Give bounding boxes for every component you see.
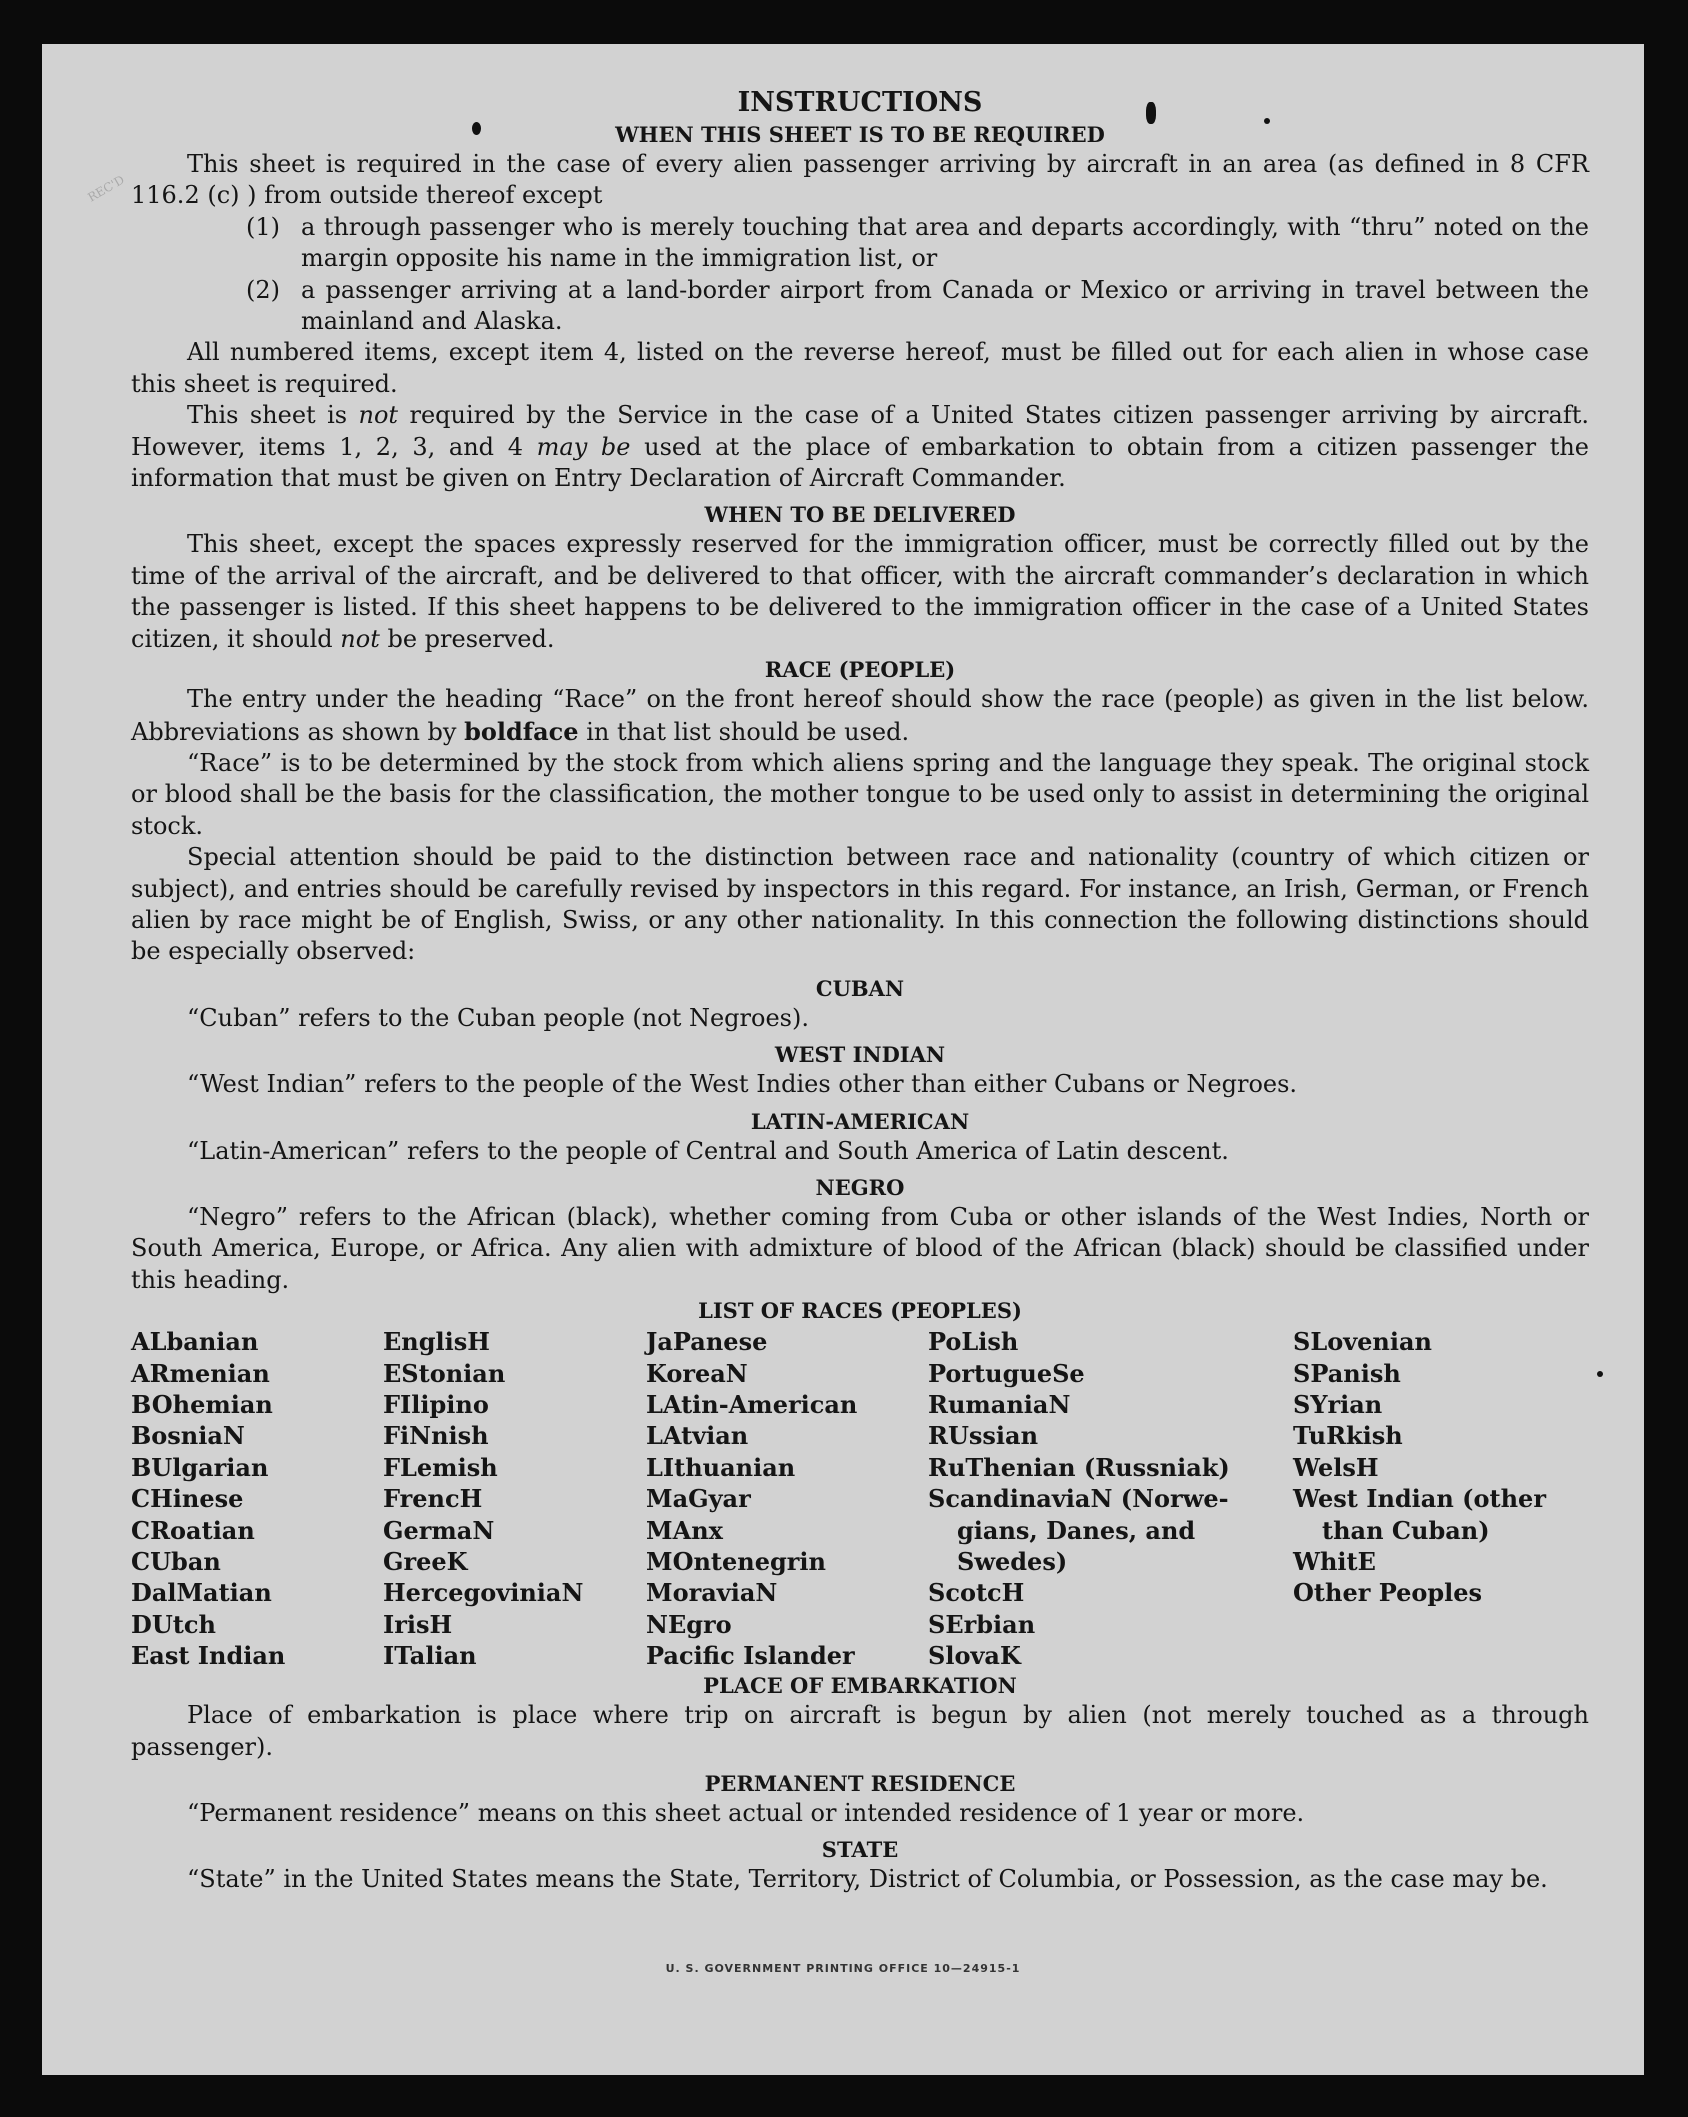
paragraph: This sheet is required in the case of every alien passenger arriving by aircraft in an area (as defined in 8 CFR 116.2 (c) ) from outside thereof except	[131, 150, 1589, 210]
race-item: SPanish	[1293, 1358, 1401, 1388]
race-item: MOntenegrin	[646, 1547, 826, 1577]
section-heading: CUBAN	[815, 975, 905, 1001]
section-heading: STATE	[821, 1837, 899, 1863]
race-item: NEgro	[646, 1609, 732, 1639]
race-item: PoLish	[928, 1327, 1019, 1357]
paragraph: All numbered items, except item 4, listed on the reverse hereof, must be filled out for each alien in whose case this sheet is required.	[131, 338, 1589, 398]
race-item: than Cuban)	[1322, 1515, 1490, 1545]
race-item: RumaniaN	[928, 1390, 1071, 1419]
section-heading: PERMANENT RESIDENCE	[704, 1771, 1016, 1796]
paragraph: “Cuban” refers to the Cuban people (not Negroes).	[187, 1003, 809, 1032]
race-item: WhitE	[1293, 1547, 1376, 1577]
race-item: BOhemian	[131, 1390, 273, 1419]
paragraph: “Permanent residence” means on this sheet actual or intended residence of 1 year or more.	[187, 1799, 1305, 1827]
race-item: BosniaN	[131, 1421, 245, 1451]
ink-speck	[1597, 1371, 1603, 1377]
race-item: FIlipino	[383, 1390, 489, 1419]
race-item: HercegoviniaN	[383, 1578, 584, 1608]
text-run: This sheet, except the spaces expressly reserved for the immigration officer, must be correctly filled out by the time of the arrival of the aircraft, and be delivered to that officer, with the aircraft commander’s declaration in which the passenger is listed. If this sheet happens to be delivered to the immigration officer in the case of a United States citizen, it should	[131, 530, 1589, 653]
race-item: KoreaN	[646, 1358, 748, 1388]
race-item: FiNnish	[383, 1421, 489, 1451]
text-run: be preserved.	[379, 624, 555, 653]
race-item: MoraviaN	[646, 1578, 778, 1608]
race-item: LAtin-American	[646, 1390, 858, 1419]
race-list	[131, 1326, 1589, 1671]
race-item: MaGyar	[646, 1484, 751, 1514]
section-heading: PLACE OF EMBARKATION	[703, 1673, 1017, 1699]
paragraph: “Negro” refers to the African (black), whether coming from Cuba or other islands of the West Indies, North or South America, Europe, or Africa. Any alien with admixture of blood of the African (black) should be classified under this heading.	[131, 1202, 1589, 1294]
bold-text: boldface	[464, 716, 579, 746]
race-item: Other Peoples	[1293, 1578, 1483, 1608]
emphasis-text: not	[358, 401, 399, 430]
paragraph: “Race” is to be determined by the stock from which aliens spring and the language they speak. The original stock or blood shall be the basis for the classification, the mother tongue to be used only to assist in determining the original stock.	[131, 748, 1589, 840]
race-item: GermaN	[383, 1515, 495, 1545]
race-item: DalMatian	[131, 1578, 272, 1608]
race-item: gians, Danes, and	[957, 1515, 1196, 1545]
race-item: MAnx	[646, 1515, 723, 1545]
race-item: FLemish	[383, 1452, 498, 1482]
race-item: GreeK	[383, 1547, 468, 1577]
emphasis-text: not	[340, 624, 380, 653]
text-run: required by the Service in the case of a United States citizen passenger arriving by aircraft. However, items 1, 2, 3, and 4	[131, 401, 1589, 461]
document-page	[42, 44, 1644, 2075]
section-heading: WEST INDIAN	[774, 1042, 946, 1068]
race-item: FrencH	[383, 1484, 483, 1514]
race-item: EStonian	[383, 1358, 506, 1388]
race-item: WelsH	[1293, 1452, 1379, 1482]
race-item: DUtch	[131, 1609, 216, 1639]
list-item-number: (1)	[246, 212, 280, 241]
paragraph: “Latin-American” refers to the people of Central and South America of Latin descent.	[187, 1136, 1229, 1165]
race-item: EnglisH	[383, 1327, 490, 1357]
instructions-body	[131, 86, 1589, 1896]
race-item: LAtvian	[646, 1421, 749, 1451]
text-run: used at the place of embarkation to obtain from a citizen passenger the information that must be given on Entry Declaration of Aircraft Commander.	[131, 432, 1589, 493]
list-item-number: (2)	[246, 275, 280, 304]
svg-text:REC'D: REC'D	[85, 172, 127, 205]
race-item: East Indian	[131, 1641, 286, 1671]
text-run: This sheet is	[187, 401, 359, 430]
paragraph: “West Indian” refers to the people of the West Indies other than either Cubans or Negroes.	[187, 1070, 1298, 1099]
paragraph	[131, 684, 1589, 748]
race-item: West Indian (other	[1293, 1484, 1546, 1514]
race-item: ALbanian	[131, 1327, 259, 1357]
race-item: ARmenian	[131, 1358, 270, 1388]
race-item: Pacific Islander	[646, 1641, 855, 1671]
printer-imprint: U. S. GOVERNMENT PRINTING OFFICE 10—24915-1	[665, 1962, 1021, 1975]
race-item: ITalian	[383, 1641, 477, 1671]
page-title: INSTRUCTIONS	[737, 87, 983, 118]
race-item: CRoatian	[131, 1515, 255, 1545]
race-item: CUban	[131, 1547, 221, 1577]
race-item: JaPanese	[646, 1327, 768, 1357]
race-item: TuRkish	[1293, 1421, 1403, 1451]
race-item: CHinese	[131, 1484, 244, 1514]
list-item	[131, 212, 1589, 275]
race-item: ScandinaviaN (Norwe-	[928, 1484, 1229, 1514]
section-heading: LATIN-AMERICAN	[750, 1108, 970, 1134]
emphasis-text: may be	[536, 432, 631, 461]
list-item-text: a through passenger who is merely touching that area and departs accordingly, with “thru” noted on the margin opposite his name in the immigration list, or	[301, 212, 1589, 273]
race-item: SlovaK	[928, 1641, 1021, 1671]
race-list-column	[131, 1326, 285, 1671]
section-heading: WHEN THIS SHEET IS TO BE REQUIRED	[615, 122, 1105, 147]
text-run: in that list should be used.	[578, 717, 910, 746]
section-heading: NEGRO	[815, 1174, 905, 1200]
list-item-text: a passenger arriving at a land-border airport from Canada or Mexico or arriving in travel between the mainland and Alaska.	[301, 275, 1589, 336]
race-item: BUlgarian	[131, 1452, 269, 1482]
paragraph: “State” in the United States means the State, Territory, District of Columbia, or Possession, as the case may be.	[187, 1865, 1548, 1894]
race-item: PortugueSe	[928, 1358, 1085, 1388]
race-item: SErbian	[928, 1609, 1036, 1639]
race-item: SYrian	[1293, 1390, 1383, 1419]
race-item: Swedes)	[957, 1547, 1068, 1577]
paragraph: Place of embarkation is place where trip on aircraft is begun by alien (not merely touched as a through passenger).	[131, 1701, 1589, 1761]
list-item	[131, 275, 1589, 338]
race-item: RUssian	[928, 1421, 1039, 1451]
race-item: RuThenian (Russniak)	[928, 1452, 1230, 1482]
section-heading: RACE (PEOPLE)	[764, 657, 956, 683]
race-item: IrisH	[383, 1609, 453, 1639]
race-item: LIthuanian	[646, 1452, 796, 1482]
race-item: SLovenian	[1293, 1327, 1432, 1357]
paragraph	[131, 529, 1589, 655]
section-heading: LIST OF RACES (PEOPLES)	[698, 1298, 1022, 1324]
race-list-column	[928, 1326, 1230, 1671]
race-list-column	[646, 1326, 857, 1671]
race-list-column	[1293, 1326, 1546, 1609]
text-run: The entry under the heading “Race” on the front hereof should show the race (people) as given in the list below. Abbreviations as shown by	[131, 685, 1589, 746]
race-item: ScotcH	[928, 1578, 1025, 1608]
paragraph: Special attention should be paid to the distinction between race and nationality (country of which citizen or subject), and entries should be carefully revised by inspectors in this regard. For instance, an Irish, German, or French alien by race might be of English, Swiss, or any other nationality. In this connection the following distinctions should be especially observed:	[131, 843, 1589, 966]
section-heading: WHEN TO BE DELIVERED	[704, 502, 1016, 528]
paragraph	[131, 400, 1589, 494]
race-list-column	[383, 1326, 583, 1671]
